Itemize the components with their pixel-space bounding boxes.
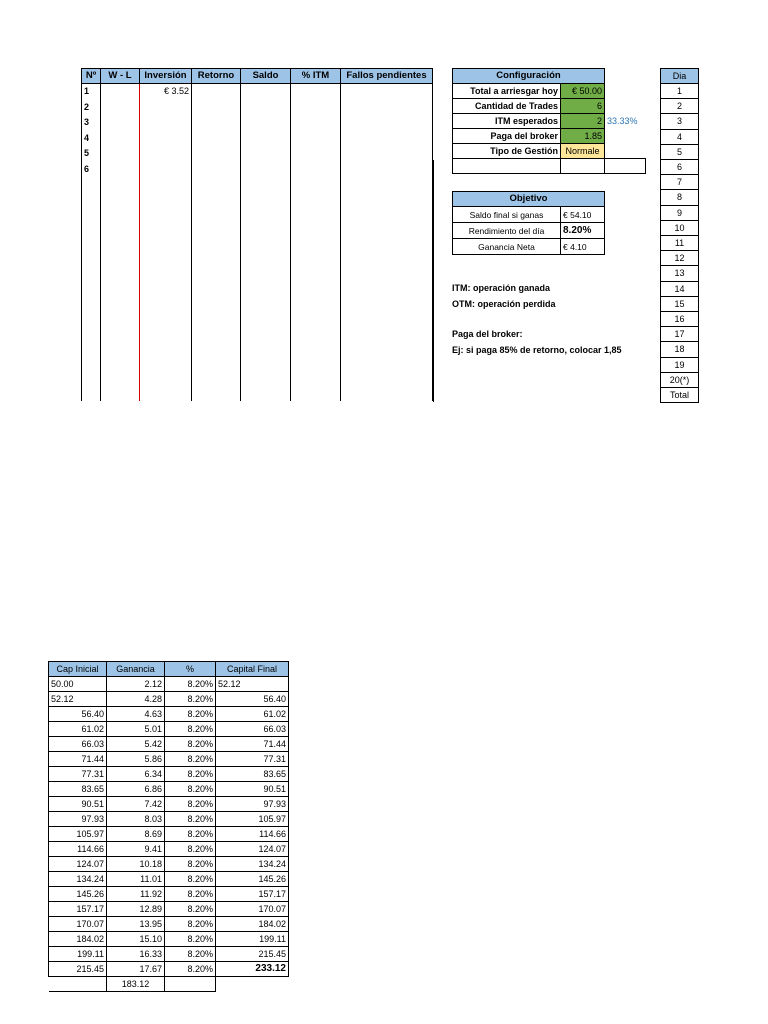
config-extra — [605, 144, 646, 159]
percent-cell: 8.20% — [165, 872, 216, 887]
trade-wl-cell[interactable] — [101, 146, 140, 162]
config-label: Tipo de Gestión — [453, 144, 561, 159]
config-label: ITM esperados — [453, 114, 561, 129]
ganancia-cell: 13.95 — [107, 917, 165, 932]
rendimiento-value: 8.20% — [561, 223, 605, 239]
trade-wl-cell[interactable] — [101, 84, 140, 100]
config-label: Total a arriesgar hoy — [453, 84, 561, 99]
config-extra — [605, 99, 646, 114]
dia-row — [661, 327, 699, 342]
config-row — [453, 84, 646, 99]
cap-inicial-cell: 61.02 — [49, 722, 107, 737]
dia-cell: 18 — [661, 342, 699, 357]
ganancia-neta-value: € 4.10 — [561, 239, 605, 255]
ganancia-cell: 10.18 — [107, 857, 165, 872]
ganancia-cell: 5.01 — [107, 722, 165, 737]
capital-final-cell: 105.97 — [216, 812, 289, 827]
dia-row — [661, 357, 699, 372]
cap-inicial-cell: 83.65 — [49, 782, 107, 797]
trade-row — [82, 84, 433, 100]
trade-wl-cell[interactable] — [101, 100, 140, 116]
empty-cell — [341, 177, 433, 401]
percent-cell: 8.20% — [165, 902, 216, 917]
col-header-cap-inicial: Cap Inicial — [49, 662, 107, 677]
percent-cell: 8.20% — [165, 947, 216, 962]
dia-cell: 10 — [661, 220, 699, 235]
percent-cell: 8.20% — [165, 722, 216, 737]
ganancia-total: 183.12 — [107, 977, 165, 992]
trade-saldo-cell[interactable] — [241, 100, 291, 116]
cantidad-trades-input[interactable]: 6 — [561, 99, 605, 114]
trade-itm-cell[interactable] — [291, 115, 341, 131]
growth-row — [49, 872, 289, 887]
config-table — [452, 68, 646, 174]
objetivo-label: Rendimiento del día — [453, 223, 561, 239]
empty-cell — [101, 177, 140, 401]
objetivo-row — [453, 239, 605, 255]
dia-row — [661, 99, 699, 114]
trade-inversion-cell[interactable] — [140, 100, 192, 116]
percent-cell: 8.20% — [165, 887, 216, 902]
trade-itm-cell[interactable] — [291, 146, 341, 162]
empty-cell — [140, 177, 192, 401]
trade-retorno-cell[interactable] — [192, 146, 241, 162]
dias-header: Dia — [661, 69, 699, 84]
empty-cell — [561, 159, 605, 174]
dia-cell: 1 — [661, 84, 699, 99]
cap-inicial-cell: 199.11 — [49, 947, 107, 962]
ganancia-cell: 9.41 — [107, 842, 165, 857]
growth-header-row — [49, 662, 289, 677]
dia-cell: 3 — [661, 114, 699, 129]
column-divider — [433, 160, 434, 402]
percent-cell: 8.20% — [165, 917, 216, 932]
trade-saldo-cell[interactable] — [241, 131, 291, 147]
dia-cell: 12 — [661, 251, 699, 266]
ganancia-cell: 4.63 — [107, 707, 165, 722]
cap-inicial-cell: 145.26 — [49, 887, 107, 902]
trade-retorno-cell[interactable] — [192, 115, 241, 131]
config-row — [453, 129, 646, 144]
dia-cell: 7 — [661, 175, 699, 190]
ganancia-cell: 11.01 — [107, 872, 165, 887]
trade-saldo-cell[interactable] — [241, 162, 291, 178]
trade-number: 3 — [82, 115, 101, 131]
col-header-wl: W - L — [101, 69, 140, 84]
trade-saldo-cell[interactable] — [241, 115, 291, 131]
trade-fallos-cell[interactable] — [341, 100, 433, 116]
trade-wl-cell[interactable] — [101, 162, 140, 178]
dia-cell: 8 — [661, 190, 699, 205]
capital-final-cell: 124.07 — [216, 842, 289, 857]
trade-itm-cell[interactable] — [291, 131, 341, 147]
capital-final-cell: 56.40 — [216, 692, 289, 707]
dia-row — [661, 251, 699, 266]
ganancia-cell: 6.86 — [107, 782, 165, 797]
trade-row — [82, 146, 433, 162]
ganancia-cell: 5.42 — [107, 737, 165, 752]
trade-row — [82, 115, 433, 131]
cap-inicial-cell: 157.17 — [49, 902, 107, 917]
growth-row — [49, 677, 289, 692]
trade-itm-cell[interactable] — [291, 100, 341, 116]
empty-cell — [241, 177, 291, 401]
trade-fallos-cell[interactable] — [341, 115, 433, 131]
cap-inicial-cell: 50.00 — [49, 677, 107, 692]
empty-cell — [49, 977, 107, 992]
col-header-fallos: Fallos pendientes — [341, 69, 433, 84]
empty-cell — [165, 977, 216, 992]
objetivo-row — [453, 207, 605, 223]
note-paga-title: Paga del broker: — [452, 329, 523, 339]
ganancia-cell: 6.34 — [107, 767, 165, 782]
dia-row — [661, 342, 699, 357]
growth-row — [49, 692, 289, 707]
config-row — [453, 114, 646, 129]
growth-row — [49, 707, 289, 722]
dia-row — [661, 205, 699, 220]
objetivo-label: Ganancia Neta — [453, 239, 561, 255]
capital-final-cell: 170.07 — [216, 902, 289, 917]
trade-row — [82, 100, 433, 116]
objetivo-title: Objetivo — [453, 192, 605, 207]
trade-number: 6 — [82, 162, 101, 178]
ganancia-cell: 8.69 — [107, 827, 165, 842]
cap-inicial-cell: 97.93 — [49, 812, 107, 827]
capital-final-cell: 157.17 — [216, 887, 289, 902]
tipo-gestion-select[interactable]: Normale — [561, 144, 605, 159]
growth-row — [49, 917, 289, 932]
trade-row — [82, 162, 433, 178]
dia-row — [661, 129, 699, 144]
ganancia-cell: 17.67 — [107, 962, 165, 977]
growth-row — [49, 782, 289, 797]
dia-cell: 19 — [661, 357, 699, 372]
growth-row — [49, 752, 289, 767]
growth-row — [49, 797, 289, 812]
col-header-itm: % ITM — [291, 69, 341, 84]
trade-number: 5 — [82, 146, 101, 162]
trade-retorno-cell[interactable] — [192, 131, 241, 147]
dia-cell: 15 — [661, 296, 699, 311]
itm-percent: 33.33% — [607, 116, 638, 126]
trade-fallos-cell[interactable] — [341, 84, 433, 100]
config-label: Paga del broker — [453, 129, 561, 144]
dia-row — [661, 160, 699, 175]
capital-final-cell: 90.51 — [216, 782, 289, 797]
cap-inicial-cell: 184.02 — [49, 932, 107, 947]
capital-final-cell: 199.11 — [216, 932, 289, 947]
dia-cell: 20(*) — [661, 372, 699, 387]
growth-row — [49, 887, 289, 902]
cap-inicial-cell: 134.24 — [49, 872, 107, 887]
cap-inicial-cell: 124.07 — [49, 857, 107, 872]
ganancia-cell: 15.10 — [107, 932, 165, 947]
dia-row — [661, 388, 699, 403]
dia-cell: Total — [661, 388, 699, 403]
col-header-percent: % — [165, 662, 216, 677]
ganancia-cell: 2.12 — [107, 677, 165, 692]
col-header-capital-final: Capital Final — [216, 662, 289, 677]
ganancia-cell: 11.92 — [107, 887, 165, 902]
capital-final-cell: 52.12 — [216, 677, 289, 692]
trade-itm-cell[interactable] — [291, 84, 341, 100]
config-label: Cantidad de Trades — [453, 99, 561, 114]
capital-final-cell: 61.02 — [216, 707, 289, 722]
growth-row — [49, 827, 289, 842]
config-extra — [605, 84, 646, 99]
dia-cell: 13 — [661, 266, 699, 281]
note-otm: OTM: operación perdida — [452, 299, 556, 309]
percent-cell: 8.20% — [165, 857, 216, 872]
total-arriesgar-input[interactable]: € 50.00 — [561, 84, 605, 99]
dia-row — [661, 84, 699, 99]
config-row — [453, 99, 646, 114]
cap-inicial-cell: 170.07 — [49, 917, 107, 932]
percent-cell: 8.20% — [165, 932, 216, 947]
trade-row — [82, 131, 433, 147]
percent-cell: 8.20% — [165, 797, 216, 812]
config-row-empty — [453, 159, 646, 174]
capital-final-cell: 233.12 — [216, 962, 289, 977]
col-header-numero: Nº — [82, 69, 101, 84]
dia-row — [661, 144, 699, 159]
trade-inversion-cell[interactable] — [140, 162, 192, 178]
trade-retorno-cell[interactable] — [192, 100, 241, 116]
dia-cell: 6 — [661, 160, 699, 175]
objetivo-row — [453, 223, 605, 239]
percent-cell: 8.20% — [165, 692, 216, 707]
ganancia-cell: 7.42 — [107, 797, 165, 812]
empty-cell — [82, 177, 101, 401]
trade-wl-cell[interactable] — [101, 131, 140, 147]
itm-esperados-input[interactable]: 2 — [561, 114, 605, 129]
trade-saldo-cell[interactable] — [241, 146, 291, 162]
capital-final-cell: 114.66 — [216, 827, 289, 842]
dia-row — [661, 190, 699, 205]
trade-retorno-cell[interactable] — [192, 162, 241, 178]
percent-cell: 8.20% — [165, 752, 216, 767]
percent-cell: 8.20% — [165, 962, 216, 977]
growth-table — [48, 661, 289, 992]
ganancia-cell: 5.86 — [107, 752, 165, 767]
dia-row — [661, 296, 699, 311]
dia-cell: 17 — [661, 327, 699, 342]
ganancia-cell: 4.28 — [107, 692, 165, 707]
dia-row — [661, 312, 699, 327]
trade-inversion-cell[interactable] — [140, 115, 192, 131]
dias-table — [660, 68, 699, 403]
capital-final-cell: 215.45 — [216, 947, 289, 962]
trade-wl-cell[interactable] — [101, 115, 140, 131]
col-header-saldo: Saldo — [241, 69, 291, 84]
growth-row — [49, 722, 289, 737]
note-paga-example: Ej: si paga 85% de retorno, colocar 1,85 — [452, 345, 622, 355]
dia-cell: 2 — [661, 99, 699, 114]
cap-inicial-cell: 77.31 — [49, 767, 107, 782]
capital-final-cell: 83.65 — [216, 767, 289, 782]
percent-cell: 8.20% — [165, 827, 216, 842]
trade-inversion-cell[interactable] — [140, 131, 192, 147]
cap-inicial-cell: 90.51 — [49, 797, 107, 812]
empty-cell — [605, 159, 646, 174]
percent-cell: 8.20% — [165, 677, 216, 692]
percent-cell: 8.20% — [165, 782, 216, 797]
trade-inversion-cell[interactable]: € 3.52 — [140, 84, 192, 100]
growth-row — [49, 737, 289, 752]
dia-row — [661, 114, 699, 129]
dia-cell: 11 — [661, 236, 699, 251]
ganancia-cell: 16.33 — [107, 947, 165, 962]
dia-row — [661, 281, 699, 296]
config-extra — [605, 129, 646, 144]
paga-broker-input[interactable]: 1.85 — [561, 129, 605, 144]
capital-final-cell: 97.93 — [216, 797, 289, 812]
growth-row — [49, 902, 289, 917]
col-header-ganancia: Ganancia — [107, 662, 165, 677]
dia-row — [661, 220, 699, 235]
dia-cell: 16 — [661, 312, 699, 327]
col-header-retorno: Retorno — [192, 69, 241, 84]
trade-retorno-cell[interactable] — [192, 84, 241, 100]
dia-row — [661, 266, 699, 281]
dia-row — [661, 372, 699, 387]
growth-row — [49, 962, 289, 977]
trade-saldo-cell[interactable] — [241, 84, 291, 100]
dia-cell: 4 — [661, 129, 699, 144]
empty-cell — [453, 159, 561, 174]
objetivo-table — [452, 191, 605, 255]
dia-cell: 14 — [661, 281, 699, 296]
trade-fallos-cell[interactable] — [341, 146, 433, 162]
cap-inicial-cell: 56.40 — [49, 707, 107, 722]
empty-cell — [291, 177, 341, 401]
growth-row — [49, 842, 289, 857]
capital-final-cell: 134.24 — [216, 857, 289, 872]
growth-row — [49, 947, 289, 962]
dia-row — [661, 175, 699, 190]
cap-inicial-cell: 71.44 — [49, 752, 107, 767]
dia-cell: 5 — [661, 144, 699, 159]
cap-inicial-cell: 52.12 — [49, 692, 107, 707]
trade-number: 2 — [82, 100, 101, 116]
capital-final-cell: 71.44 — [216, 737, 289, 752]
empty-cell — [192, 177, 241, 401]
growth-row — [49, 857, 289, 872]
capital-final-cell: 145.26 — [216, 872, 289, 887]
capital-final-cell: 77.31 — [216, 752, 289, 767]
cap-inicial-cell: 105.97 — [49, 827, 107, 842]
trade-fallos-cell[interactable] — [341, 162, 433, 178]
trade-inversion-cell[interactable] — [140, 146, 192, 162]
growth-total-row — [49, 977, 289, 992]
ganancia-cell: 12.89 — [107, 902, 165, 917]
ganancia-cell: 8.03 — [107, 812, 165, 827]
capital-final-cell: 184.02 — [216, 917, 289, 932]
dia-row — [661, 236, 699, 251]
col-header-inversion: Inversión — [140, 69, 192, 84]
trade-number: 4 — [82, 131, 101, 147]
config-row — [453, 144, 646, 159]
growth-row — [49, 932, 289, 947]
growth-row — [49, 812, 289, 827]
percent-cell: 8.20% — [165, 812, 216, 827]
objetivo-label: Saldo final si ganas — [453, 207, 561, 223]
cap-inicial-cell: 66.03 — [49, 737, 107, 752]
trade-row-empty — [82, 177, 433, 401]
trade-itm-cell[interactable] — [291, 162, 341, 178]
percent-cell: 8.20% — [165, 707, 216, 722]
percent-cell: 8.20% — [165, 737, 216, 752]
trades-header-row — [82, 69, 433, 84]
note-itm: ITM: operación ganada — [452, 283, 551, 293]
cap-inicial-cell: 215.45 — [49, 962, 107, 977]
saldo-final-value: € 54.10 — [561, 207, 605, 223]
capital-final-cell: 66.03 — [216, 722, 289, 737]
growth-row — [49, 767, 289, 782]
percent-cell: 8.20% — [165, 767, 216, 782]
dia-cell: 9 — [661, 205, 699, 220]
trade-number: 1 — [82, 84, 101, 100]
trades-table — [81, 68, 433, 401]
trade-fallos-cell[interactable] — [341, 131, 433, 147]
cap-inicial-cell: 114.66 — [49, 842, 107, 857]
config-title: Configuración — [453, 69, 605, 84]
percent-cell: 8.20% — [165, 842, 216, 857]
